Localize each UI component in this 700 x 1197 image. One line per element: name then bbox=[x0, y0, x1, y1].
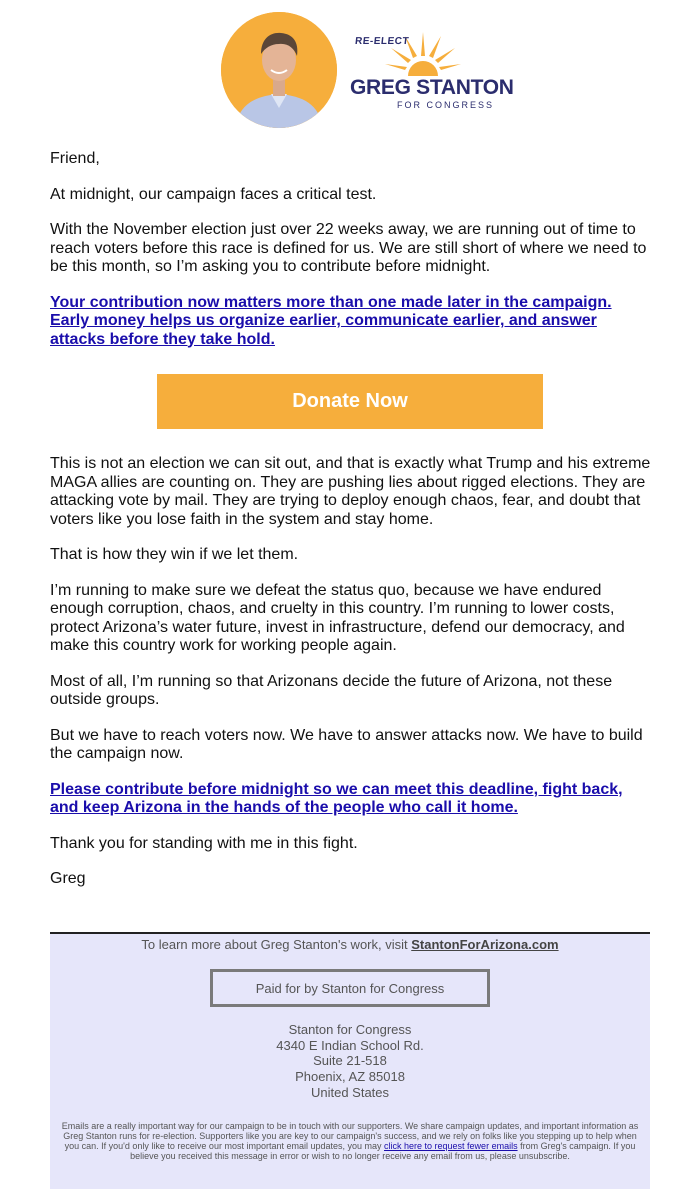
learn-more-text: To learn more about Greg Stanton's work, visit bbox=[141, 937, 412, 952]
candidate-portrait-icon bbox=[221, 12, 337, 128]
logo-subtitle: FOR CONGRESS bbox=[397, 100, 495, 110]
learn-more-line bbox=[50, 937, 650, 952]
address-line: Phoenix, AZ 85018 bbox=[295, 1069, 405, 1085]
paragraph-7: But we have to reach voters now. We have to answer attacks now. We have to build the campaign now. bbox=[50, 726, 643, 762]
address-line: Suite 21-518 bbox=[313, 1053, 387, 1069]
website-link[interactable]: StantonForArizona.com bbox=[411, 937, 559, 952]
donate-cta bbox=[50, 374, 655, 430]
fewer-emails-link[interactable]: click here to request fewer emails bbox=[384, 1141, 518, 1152]
campaign-logo bbox=[345, 30, 514, 115]
mailing-address bbox=[50, 1022, 650, 1101]
paid-for-box bbox=[210, 969, 490, 1007]
greeting: Friend, bbox=[50, 150, 100, 167]
contribute-link-1[interactable]: Your contribution now matters more than one made later in the campaign. Early money helps us organize earlier, communicate earlier, and answer attacks before they take hold. bbox=[50, 293, 612, 348]
paragraph-3: This is not an election we can sit out, and that is exactly what Trump and his extreme MAGA allies are counting on. They are pushing lies about rigged elections. They are attacking vote by mail. They are trying to deploy enough chaos, fear, and doubt that voters like you lose faith in the system and stay home. bbox=[50, 455, 651, 528]
paid-for-text: Paid for by Stanton for Congress bbox=[255, 980, 445, 996]
signoff: Greg bbox=[50, 870, 86, 887]
paragraph-1: At midnight, our campaign faces a critical test. bbox=[50, 185, 377, 203]
email-footer bbox=[50, 932, 650, 1189]
paragraph-8: Thank you for standing with me in this fight. bbox=[50, 834, 358, 852]
fine-print-text-end: from Greg's campaign. If you believe you received this message in error or wish to no longer receive any email from us, please unsubscribe. bbox=[130, 1141, 636, 1162]
address-line: United States bbox=[310, 1084, 390, 1100]
logo-reelect: RE-ELECT bbox=[354, 36, 410, 47]
email-header bbox=[0, 0, 700, 140]
logo-name: GREG STANTON bbox=[350, 76, 514, 99]
paragraph-5: I’m running to make sure we defeat the status quo, because we have endured enough corruption, chaos, and cruelty in this country. I’m running to lower costs, protect Arizona’s water future, invest in infrastructure, defend our democracy, and make this country work for working people again. bbox=[50, 581, 625, 654]
address-line: Stanton for Congress bbox=[288, 1022, 412, 1037]
candidate-photo bbox=[221, 12, 337, 128]
contribute-link-2[interactable]: Please contribute before midnight so we can meet this deadline, fight back, and keep Arizona in the hands of the people who call it home. bbox=[50, 780, 623, 816]
address-line: 4340 E Indian School Rd. bbox=[276, 1037, 424, 1053]
paragraph-6: Most of all, I’m running so that Arizonans decide the future of Arizona, not these outside groups. bbox=[50, 672, 613, 708]
fine-print bbox=[60, 1121, 640, 1162]
paragraph-2: With the November election just over 22 weeks away, we are running out of time to reach voters before this race is defined for us. We are still short of where we need to be this month, so I’m asking you to contribute before midnight. bbox=[50, 221, 647, 275]
donate-now-button[interactable]: Donate Now bbox=[157, 374, 543, 429]
fine-print-text: Emails are a really important way for our campaign to be in touch with our supporters. We share campaign updates, and important information as Greg Stanton runs for re-election. Supporters like you are key to our campaign's success, and we rely on folks like you stepping up to help when you can. If you'd only like to receive our most important email updates, you may bbox=[61, 1120, 639, 1152]
paragraph-4: That is how they win if we let them. bbox=[50, 546, 299, 563]
email-body bbox=[50, 150, 655, 906]
